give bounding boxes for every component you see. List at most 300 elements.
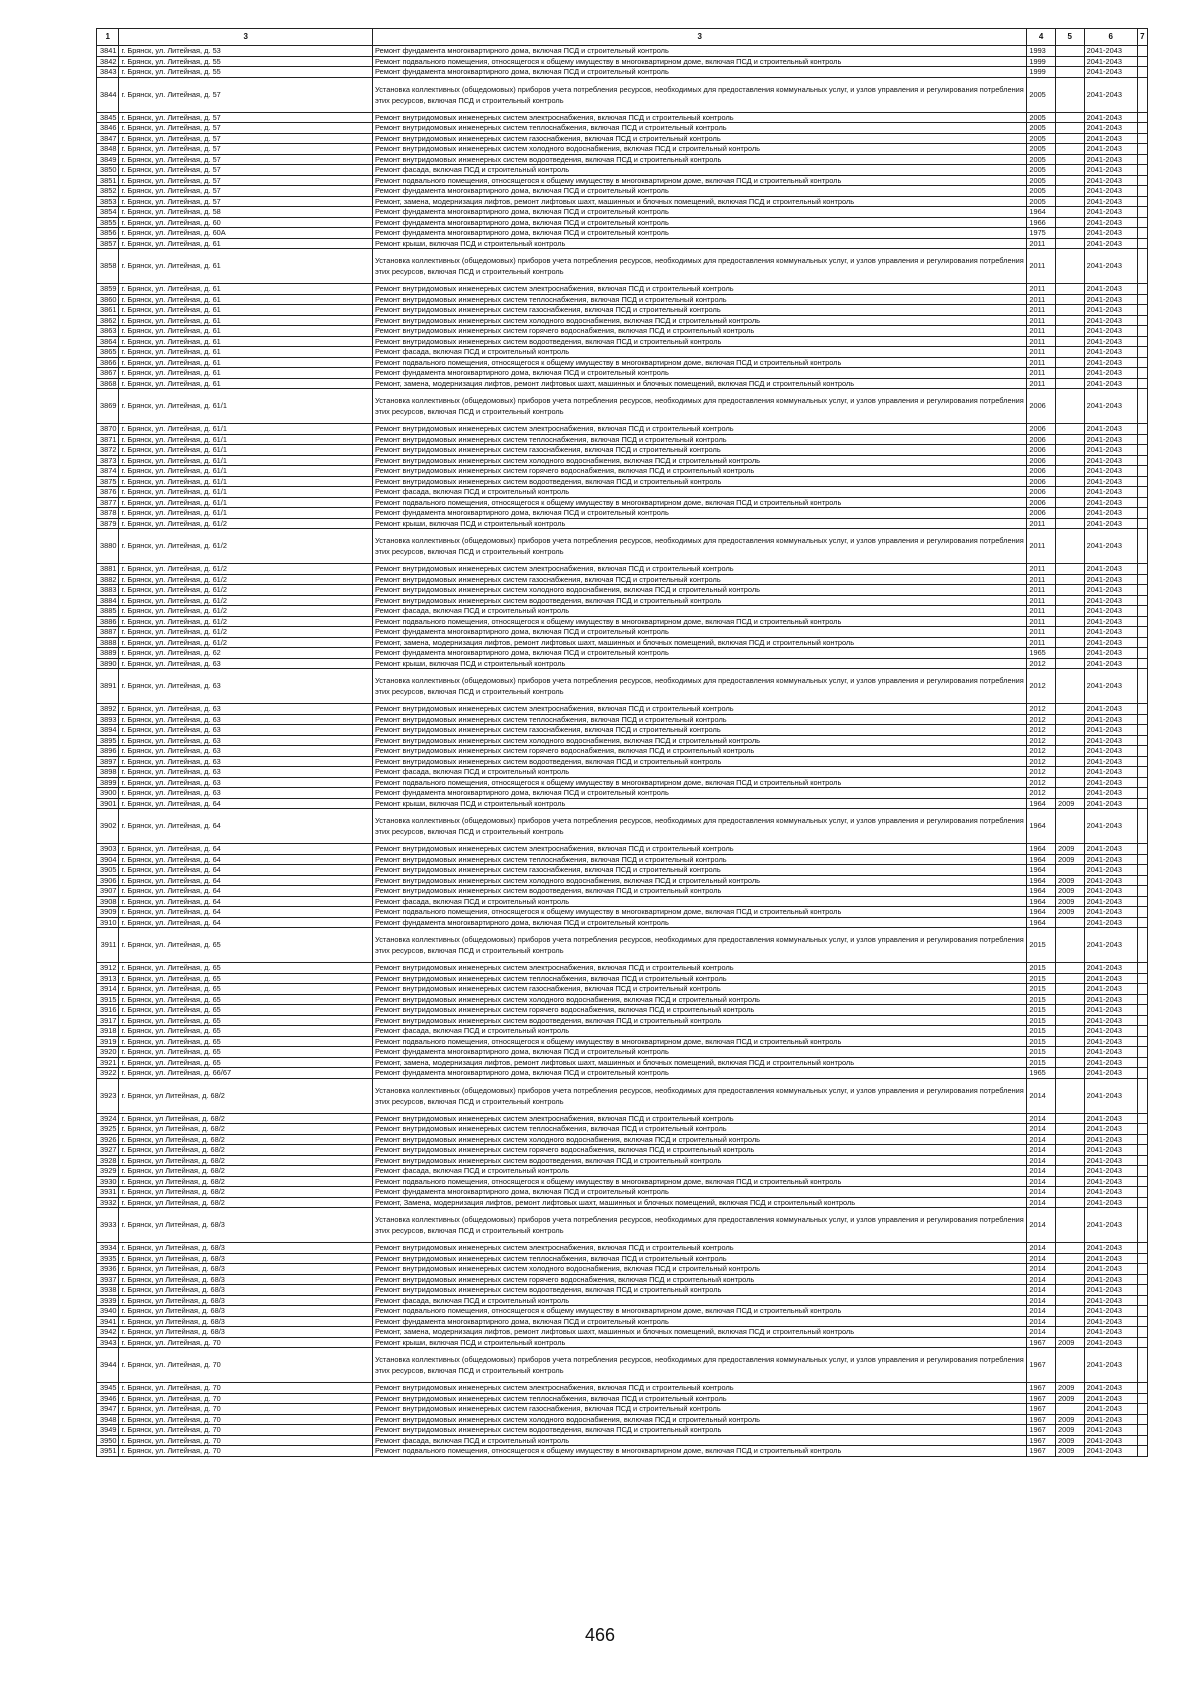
overhaul-year-cell	[1055, 455, 1084, 466]
row-number-cell: 3942	[97, 1327, 119, 1338]
address-cell: г. Брянск, ул. Литейная, д. 65	[119, 1005, 373, 1016]
header-cell: 3	[373, 29, 1027, 46]
note-cell	[1137, 777, 1147, 788]
work-type-cell: Ремонт подвального помещения, относящегося к общему имуществу в многоквартирном доме, включая ПСД и строительный контроль	[373, 1306, 1027, 1317]
planned-period-cell: 2041-2043	[1084, 714, 1137, 725]
overhaul-year-cell	[1055, 347, 1084, 358]
table-row	[97, 1047, 1148, 1058]
overhaul-year-cell	[1055, 658, 1084, 669]
build-year-cell: 2011	[1027, 606, 1056, 617]
build-year-cell: 2015	[1027, 1047, 1056, 1058]
note-cell	[1137, 725, 1147, 736]
table-row	[97, 1414, 1148, 1425]
overhaul-year-cell	[1055, 1155, 1084, 1166]
planned-period-cell: 2041-2043	[1084, 424, 1137, 435]
overhaul-year-cell	[1055, 714, 1084, 725]
address-cell: г. Брянск, ул. Литейная, д. 53	[119, 46, 373, 57]
note-cell	[1137, 466, 1147, 477]
table-row	[97, 746, 1148, 757]
row-number-cell: 3918	[97, 1026, 119, 1037]
build-year-cell: 2011	[1027, 529, 1056, 564]
build-year-cell: 2011	[1027, 284, 1056, 295]
header-cell: 3	[119, 29, 373, 46]
address-cell: г. Брянск, ул. Литейная, д. 70	[119, 1435, 373, 1446]
build-year-cell: 2011	[1027, 305, 1056, 316]
table-row	[97, 305, 1148, 316]
note-cell	[1137, 844, 1147, 855]
overhaul-year-cell: 2009	[1055, 875, 1084, 886]
row-number-cell: 3871	[97, 434, 119, 445]
note-cell	[1137, 445, 1147, 456]
work-type-cell: Ремонт, замена, модернизация лифтов, ремонт лифтовых шахт, машинных и блочных помещений, включая ПСД и строительный контроль	[373, 1057, 1027, 1068]
table-row	[97, 1113, 1148, 1124]
table-row	[97, 963, 1148, 974]
table-row	[97, 46, 1148, 57]
planned-period-cell: 2041-2043	[1084, 1005, 1137, 1016]
planned-period-cell: 2041-2043	[1084, 1176, 1137, 1187]
address-cell: г. Брянск, ул. Литейная, д. 70	[119, 1393, 373, 1404]
note-cell	[1137, 347, 1147, 358]
work-type-cell: Установка коллективных (общедомовых) приборов учета потребления ресурсов, необходимых для предоставления коммунальных услуг, и узлов управления и регулирования потребления этих ресурсов, включая ПСД и строительный контроль	[373, 809, 1027, 844]
note-cell	[1137, 1176, 1147, 1187]
planned-period-cell: 2041-2043	[1084, 725, 1137, 736]
table-body	[97, 46, 1148, 1457]
build-year-cell: 2005	[1027, 123, 1056, 134]
overhaul-year-cell	[1055, 294, 1084, 305]
build-year-cell: 1967	[1027, 1337, 1056, 1348]
work-type-cell: Ремонт подвального помещения, относящегося к общему имуществу в многоквартирном доме, включая ПСД и строительный контроль	[373, 497, 1027, 508]
planned-period-cell: 2041-2043	[1084, 917, 1137, 928]
work-type-cell: Ремонт внутридомовых инженерных систем холодного водоснабжения, включая ПСД и строительный контроль	[373, 994, 1027, 1005]
table-row	[97, 1124, 1148, 1135]
row-number-cell: 3934	[97, 1243, 119, 1254]
table-row	[97, 497, 1148, 508]
work-type-cell: Ремонт внутридомовых инженерных систем горячего водоснабжения, включая ПСД и строительный контроль	[373, 1145, 1027, 1156]
planned-period-cell: 2041-2043	[1084, 305, 1137, 316]
work-type-cell: Ремонт внутридомовых инженерных систем водоотведения, включая ПСД и строительный контроль	[373, 476, 1027, 487]
work-type-cell: Ремонт фундамента многоквартирного дома, включая ПСД и строительный контроль	[373, 627, 1027, 638]
overhaul-year-cell	[1055, 1145, 1084, 1156]
note-cell	[1137, 854, 1147, 865]
table-row	[97, 564, 1148, 575]
overhaul-year-cell	[1055, 917, 1084, 928]
overhaul-year-cell	[1055, 704, 1084, 715]
planned-period-cell: 2041-2043	[1084, 875, 1137, 886]
address-cell: г. Брянск, ул. Литейная, д. 65	[119, 1036, 373, 1047]
work-type-cell: Ремонт внутридомовых инженерных систем холодного водоснабжения, включая ПСД и строительный контроль	[373, 735, 1027, 746]
overhaul-year-cell	[1055, 228, 1084, 239]
build-year-cell: 2015	[1027, 1036, 1056, 1047]
work-type-cell: Ремонт фундамента многоквартирного дома, включая ПСД и строительный контроль	[373, 207, 1027, 218]
overhaul-year-cell	[1055, 1047, 1084, 1058]
table-row	[97, 1348, 1148, 1383]
address-cell: г. Брянск, ул. Литейная, д. 58	[119, 207, 373, 218]
row-number-cell: 3904	[97, 854, 119, 865]
table-row	[97, 1166, 1148, 1177]
overhaul-year-cell	[1055, 445, 1084, 456]
row-number-cell: 3848	[97, 144, 119, 155]
note-cell	[1137, 294, 1147, 305]
table-row	[97, 917, 1148, 928]
build-year-cell: 2005	[1027, 77, 1056, 112]
overhaul-year-cell	[1055, 963, 1084, 974]
planned-period-cell: 2041-2043	[1084, 928, 1137, 963]
address-cell: г. Брянск, ул. Литейная, д. 65	[119, 1047, 373, 1058]
header-cell: 4	[1027, 29, 1056, 46]
address-cell: г. Брянск, ул. Литейная, д. 61	[119, 336, 373, 347]
note-cell	[1137, 518, 1147, 529]
address-cell: г. Брянск, ул Литейная, д. 68/2	[119, 1124, 373, 1135]
table-row	[97, 315, 1148, 326]
work-type-cell: Ремонт подвального помещения, относящегося к общему имуществу в многоквартирном доме, включая ПСД и строительный контроль	[373, 1176, 1027, 1187]
address-cell: г. Брянск, ул. Литейная, д. 57	[119, 196, 373, 207]
work-type-cell: Ремонт фасада, включая ПСД и строительный контроль	[373, 767, 1027, 778]
overhaul-year-cell	[1055, 746, 1084, 757]
address-cell: г. Брянск, ул Литейная, д. 68/2	[119, 1187, 373, 1198]
overhaul-year-cell	[1055, 1015, 1084, 1026]
address-cell: г. Брянск, ул. Литейная, д. 61	[119, 326, 373, 337]
row-number-cell: 3846	[97, 123, 119, 134]
work-type-cell: Ремонт внутридомовых инженерных систем холодного водоснабжения, включая ПСД и строительный контроль	[373, 1264, 1027, 1275]
planned-period-cell: 2041-2043	[1084, 1155, 1137, 1166]
overhaul-year-cell	[1055, 487, 1084, 498]
work-type-cell: Ремонт фундамента многоквартирного дома, включая ПСД и строительный контроль	[373, 368, 1027, 379]
planned-period-cell: 2041-2043	[1084, 1285, 1137, 1296]
address-cell: г. Брянск, ул. Литейная, д. 60А	[119, 228, 373, 239]
work-type-cell: Ремонт крыши, включая ПСД и строительный контроль	[373, 238, 1027, 249]
note-cell	[1137, 1446, 1147, 1457]
note-cell	[1137, 336, 1147, 347]
build-year-cell: 2012	[1027, 767, 1056, 778]
note-cell	[1137, 1306, 1147, 1317]
table-row	[97, 585, 1148, 596]
table-row	[97, 518, 1148, 529]
work-type-cell: Ремонт внутридомовых инженерных систем электроснабжения, включая ПСД и строительный контроль	[373, 1383, 1027, 1394]
row-number-cell: 3892	[97, 704, 119, 715]
address-cell: г. Брянск, ул. Литейная, д. 61/1	[119, 476, 373, 487]
address-cell: г. Брянск, ул. Литейная, д. 61/2	[119, 574, 373, 585]
row-number-cell: 3880	[97, 529, 119, 564]
build-year-cell: 2005	[1027, 112, 1056, 123]
work-type-cell: Ремонт внутридомовых инженерных систем холодного водоснабжения, включая ПСД и строительный контроль	[373, 1414, 1027, 1425]
planned-period-cell: 2041-2043	[1084, 984, 1137, 995]
overhaul-year-cell	[1055, 112, 1084, 123]
address-cell: г. Брянск, ул. Литейная, д. 61/2	[119, 529, 373, 564]
work-type-cell: Ремонт подвального помещения, относящегося к общему имуществу в многоквартирном доме, включая ПСД и строительный контроль	[373, 1446, 1027, 1457]
planned-period-cell: 2041-2043	[1084, 1393, 1137, 1404]
build-year-cell: 1967	[1027, 1348, 1056, 1383]
build-year-cell: 2006	[1027, 389, 1056, 424]
row-number-cell: 3900	[97, 788, 119, 799]
planned-period-cell: 2041-2043	[1084, 896, 1137, 907]
address-cell: г. Брянск, ул. Литейная, д. 65	[119, 984, 373, 995]
row-number-cell: 3898	[97, 767, 119, 778]
build-year-cell: 1967	[1027, 1425, 1056, 1436]
address-cell: г. Брянск, ул Литейная, д. 68/2	[119, 1176, 373, 1187]
planned-period-cell: 2041-2043	[1084, 434, 1137, 445]
planned-period-cell: 2041-2043	[1084, 186, 1137, 197]
row-number-cell: 3865	[97, 347, 119, 358]
overhaul-year-cell	[1055, 648, 1084, 659]
build-year-cell: 2006	[1027, 466, 1056, 477]
work-type-cell: Ремонт внутридомовых инженерных систем газоснабжения, включая ПСД и строительный контроль	[373, 1404, 1027, 1415]
note-cell	[1137, 756, 1147, 767]
build-year-cell: 2011	[1027, 378, 1056, 389]
table-row	[97, 1316, 1148, 1327]
overhaul-year-cell	[1055, 1005, 1084, 1016]
planned-period-cell: 2041-2043	[1084, 658, 1137, 669]
work-type-cell: Ремонт внутридомовых инженерных систем водоотведения, включая ПСД и строительный контроль	[373, 336, 1027, 347]
build-year-cell: 2014	[1027, 1197, 1056, 1208]
row-number-cell: 3854	[97, 207, 119, 218]
overhaul-year-cell	[1055, 1253, 1084, 1264]
overhaul-year-cell	[1055, 1036, 1084, 1047]
build-year-cell: 1967	[1027, 1393, 1056, 1404]
work-type-cell: Установка коллективных (общедомовых) приборов учета потребления ресурсов, необходимых для предоставления коммунальных услуг, и узлов управления и регулирования потребления этих ресурсов, включая ПСД и строительный контроль	[373, 669, 1027, 704]
row-number-cell: 3937	[97, 1274, 119, 1285]
address-cell: г. Брянск, ул. Литейная, д. 61	[119, 294, 373, 305]
note-cell	[1137, 508, 1147, 519]
build-year-cell: 2015	[1027, 963, 1056, 974]
address-cell: г. Брянск, ул Литейная, д. 68/3	[119, 1274, 373, 1285]
table-row	[97, 1155, 1148, 1166]
row-number-cell: 3860	[97, 294, 119, 305]
work-type-cell: Ремонт внутридомовых инженерных систем электроснабжения, включая ПСД и строительный контроль	[373, 1243, 1027, 1254]
build-year-cell: 1964	[1027, 854, 1056, 865]
build-year-cell: 1964	[1027, 896, 1056, 907]
row-number-cell: 3857	[97, 238, 119, 249]
overhaul-year-cell	[1055, 123, 1084, 134]
build-year-cell: 2006	[1027, 487, 1056, 498]
work-type-cell: Ремонт внутридомовых инженерных систем холодного водоснабжения, включая ПСД и строительный контроль	[373, 1134, 1027, 1145]
note-cell	[1137, 186, 1147, 197]
overhaul-year-cell	[1055, 497, 1084, 508]
table-row	[97, 767, 1148, 778]
row-number-cell: 3878	[97, 508, 119, 519]
note-cell	[1137, 585, 1147, 596]
note-cell	[1137, 1435, 1147, 1446]
note-cell	[1137, 809, 1147, 844]
work-type-cell: Ремонт внутридомовых инженерных систем теплоснабжения, включая ПСД и строительный контроль	[373, 1124, 1027, 1135]
row-number-cell: 3929	[97, 1166, 119, 1177]
planned-period-cell: 2041-2043	[1084, 844, 1137, 855]
table-row	[97, 196, 1148, 207]
address-cell: г. Брянск, ул. Литейная, д. 64	[119, 886, 373, 897]
planned-period-cell: 2041-2043	[1084, 616, 1137, 627]
row-number-cell: 3901	[97, 798, 119, 809]
address-cell: г. Брянск, ул. Литейная, д. 61	[119, 368, 373, 379]
work-type-cell: Ремонт внутридомовых инженерных систем теплоснабжения, включая ПСД и строительный контроль	[373, 714, 1027, 725]
planned-period-cell: 2041-2043	[1084, 994, 1137, 1005]
row-number-cell: 3868	[97, 378, 119, 389]
planned-period-cell: 2041-2043	[1084, 1026, 1137, 1037]
build-year-cell: 1967	[1027, 1435, 1056, 1446]
build-year-cell: 2005	[1027, 165, 1056, 176]
build-year-cell: 2011	[1027, 637, 1056, 648]
overhaul-year-cell	[1055, 1078, 1084, 1113]
table-row	[97, 249, 1148, 284]
address-cell: г. Брянск, ул Литейная, д. 68/3	[119, 1243, 373, 1254]
row-number-cell: 3941	[97, 1316, 119, 1327]
note-cell	[1137, 1166, 1147, 1177]
address-cell: г. Брянск, ул. Литейная, д. 61/1	[119, 497, 373, 508]
table-row	[97, 1337, 1148, 1348]
address-cell: г. Брянск, ул. Литейная, д. 64	[119, 875, 373, 886]
planned-period-cell: 2041-2043	[1084, 56, 1137, 67]
planned-period-cell: 2041-2043	[1084, 788, 1137, 799]
build-year-cell: 2014	[1027, 1285, 1056, 1296]
address-cell: г. Брянск, ул Литейная, д. 68/2	[119, 1166, 373, 1177]
table-row	[97, 704, 1148, 715]
note-cell	[1137, 994, 1147, 1005]
planned-period-cell: 2041-2043	[1084, 1316, 1137, 1327]
address-cell: г. Брянск, ул. Литейная, д. 57	[119, 144, 373, 155]
overhaul-year-cell	[1055, 217, 1084, 228]
overhaul-year-cell: 2009	[1055, 1393, 1084, 1404]
address-cell: г. Брянск, ул. Литейная, д. 61	[119, 357, 373, 368]
overhaul-year-cell	[1055, 1316, 1084, 1327]
build-year-cell: 2012	[1027, 658, 1056, 669]
work-type-cell: Ремонт внутридомовых инженерных систем электроснабжения, включая ПСД и строительный контроль	[373, 963, 1027, 974]
build-year-cell: 2012	[1027, 669, 1056, 704]
planned-period-cell: 2041-2043	[1084, 207, 1137, 218]
overhaul-year-cell	[1055, 207, 1084, 218]
table-row	[97, 165, 1148, 176]
address-cell: г. Брянск, ул. Литейная, д. 70	[119, 1414, 373, 1425]
overhaul-year-cell	[1055, 315, 1084, 326]
note-cell	[1137, 973, 1147, 984]
table-row	[97, 1078, 1148, 1113]
row-number-cell: 3948	[97, 1414, 119, 1425]
row-number-cell: 3940	[97, 1306, 119, 1317]
address-cell: г. Брянск, ул Литейная, д. 68/3	[119, 1208, 373, 1243]
table-row	[97, 1208, 1148, 1243]
address-cell: г. Брянск, ул. Литейная, д. 70	[119, 1425, 373, 1436]
row-number-cell: 3855	[97, 217, 119, 228]
work-type-cell: Ремонт внутридомовых инженерных систем водоотведения, включая ПСД и строительный контроль	[373, 1015, 1027, 1026]
table-row	[97, 798, 1148, 809]
table-row	[97, 347, 1148, 358]
note-cell	[1137, 896, 1147, 907]
build-year-cell: 2015	[1027, 994, 1056, 1005]
row-number-cell: 3856	[97, 228, 119, 239]
planned-period-cell: 2041-2043	[1084, 1036, 1137, 1047]
note-cell	[1137, 984, 1147, 995]
address-cell: г. Брянск, ул. Литейная, д. 61/2	[119, 564, 373, 575]
planned-period-cell: 2041-2043	[1084, 238, 1137, 249]
address-cell: г. Брянск, ул. Литейная, д. 65	[119, 994, 373, 1005]
planned-period-cell: 2041-2043	[1084, 1047, 1137, 1058]
note-cell	[1137, 1383, 1147, 1394]
work-type-cell: Ремонт внутридомовых инженерных систем водоотведения, включая ПСД и строительный контроль	[373, 756, 1027, 767]
planned-period-cell: 2041-2043	[1084, 378, 1137, 389]
note-cell	[1137, 238, 1147, 249]
planned-period-cell: 2041-2043	[1084, 1243, 1137, 1254]
row-number-cell: 3905	[97, 865, 119, 876]
build-year-cell: 2011	[1027, 336, 1056, 347]
note-cell	[1137, 1295, 1147, 1306]
overhaul-year-cell: 2009	[1055, 1414, 1084, 1425]
row-number-cell: 3873	[97, 455, 119, 466]
address-cell: г. Брянск, ул. Литейная, д. 61/2	[119, 627, 373, 638]
build-year-cell: 2014	[1027, 1134, 1056, 1145]
work-type-cell: Ремонт, замена, модернизация лифтов, ремонт лифтовых шахт, машинных и блочных помещений, включая ПСД и строительный контроль	[373, 378, 1027, 389]
planned-period-cell: 2041-2043	[1084, 756, 1137, 767]
work-type-cell: Ремонт внутридомовых инженерных систем теплоснабжения, включая ПСД и строительный контроль	[373, 1253, 1027, 1264]
note-cell	[1137, 305, 1147, 316]
row-number-cell: 3916	[97, 1005, 119, 1016]
planned-period-cell: 2041-2043	[1084, 1435, 1137, 1446]
address-cell: г. Брянск, ул. Литейная, д. 64	[119, 809, 373, 844]
note-cell	[1137, 658, 1147, 669]
overhaul-year-cell	[1055, 186, 1084, 197]
work-type-cell: Ремонт подвального помещения, относящегося к общему имуществу в многоквартирном доме, включая ПСД и строительный контроль	[373, 777, 1027, 788]
planned-period-cell: 2041-2043	[1084, 1208, 1137, 1243]
planned-period-cell: 2041-2043	[1084, 336, 1137, 347]
address-cell: г. Брянск, ул. Литейная, д. 64	[119, 907, 373, 918]
overhaul-year-cell	[1055, 788, 1084, 799]
work-type-cell: Ремонт внутридомовых инженерных систем электроснабжения, включая ПСД и строительный контроль	[373, 284, 1027, 295]
planned-period-cell: 2041-2043	[1084, 627, 1137, 638]
work-type-cell: Ремонт внутридомовых инженерных систем холодного водоснабжения, включая ПСД и строительный контроль	[373, 875, 1027, 886]
note-cell	[1137, 648, 1147, 659]
planned-period-cell: 2041-2043	[1084, 1068, 1137, 1079]
overhaul-year-cell	[1055, 1285, 1084, 1296]
build-year-cell: 2012	[1027, 746, 1056, 757]
planned-period-cell: 2041-2043	[1084, 735, 1137, 746]
row-number-cell: 3845	[97, 112, 119, 123]
planned-period-cell: 2041-2043	[1084, 508, 1137, 519]
planned-period-cell: 2041-2043	[1084, 144, 1137, 155]
build-year-cell: 2011	[1027, 585, 1056, 596]
build-year-cell: 2014	[1027, 1327, 1056, 1338]
table-row	[97, 1306, 1148, 1317]
table-row	[97, 637, 1148, 648]
address-cell: г. Брянск, ул. Литейная, д. 61/1	[119, 487, 373, 498]
table-row	[97, 984, 1148, 995]
work-type-cell: Ремонт фасада, включая ПСД и строительный контроль	[373, 165, 1027, 176]
row-number-cell: 3938	[97, 1285, 119, 1296]
overhaul-year-cell	[1055, 1113, 1084, 1124]
build-year-cell: 2006	[1027, 445, 1056, 456]
row-number-cell: 3863	[97, 326, 119, 337]
table-row	[97, 445, 1148, 456]
table-row	[97, 154, 1148, 165]
work-type-cell: Ремонт внутридомовых инженерных систем электроснабжения, включая ПСД и строительный контроль	[373, 704, 1027, 715]
overhaul-year-cell	[1055, 249, 1084, 284]
table-row	[97, 1253, 1148, 1264]
note-cell	[1137, 907, 1147, 918]
work-type-cell: Ремонт фундамента многоквартирного дома, включая ПСД и строительный контроль	[373, 917, 1027, 928]
overhaul-year-cell	[1055, 585, 1084, 596]
build-year-cell: 1965	[1027, 648, 1056, 659]
address-cell: г. Брянск, ул. Литейная, д. 61	[119, 315, 373, 326]
row-number-cell: 3883	[97, 585, 119, 596]
address-cell: г. Брянск, ул. Литейная, д. 61/2	[119, 585, 373, 596]
note-cell	[1137, 284, 1147, 295]
note-cell	[1137, 1078, 1147, 1113]
overhaul-year-cell: 2009	[1055, 1425, 1084, 1436]
build-year-cell: 1965	[1027, 1068, 1056, 1079]
overhaul-year-cell	[1055, 627, 1084, 638]
build-year-cell: 2005	[1027, 175, 1056, 186]
build-year-cell: 1964	[1027, 798, 1056, 809]
address-cell: г. Брянск, ул. Литейная, д. 61/1	[119, 466, 373, 477]
row-number-cell: 3936	[97, 1264, 119, 1275]
build-year-cell: 2011	[1027, 627, 1056, 638]
work-type-cell: Установка коллективных (общедомовых) приборов учета потребления ресурсов, необходимых для предоставления коммунальных услуг, и узлов управления и регулирования потребления этих ресурсов, включая ПСД и строительный контроль	[373, 249, 1027, 284]
work-type-cell: Ремонт подвального помещения, относящегося к общему имуществу в многоквартирном доме, включая ПСД и строительный контроль	[373, 1036, 1027, 1047]
